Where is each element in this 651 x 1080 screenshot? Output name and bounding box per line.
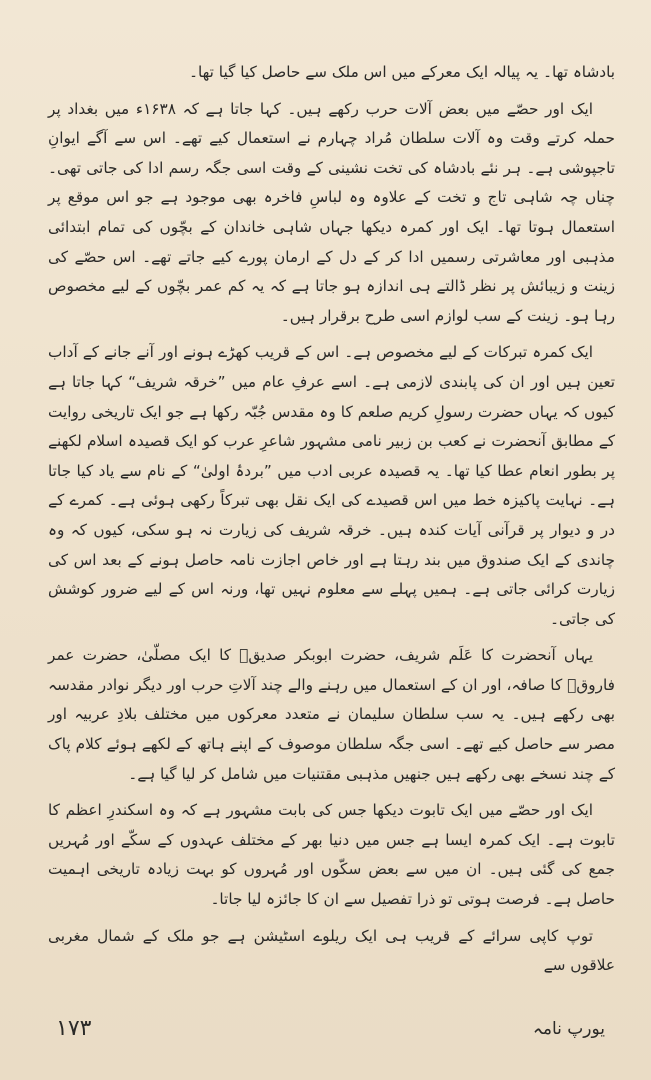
page-text: [48, 58, 615, 988]
paragraph-2: ایک اور حصّے میں بعض آلات حرب رکھے ہیں۔ کہا جاتا ہے کہ ۱۶۳۸ء میں بغداد پر حملہ کرتے وقت وہ آلات سلطان مُراد چہارم نے استعمال کیے تھے۔ اس سے آگے ایوانِ تاجپوشی ہے۔ ہر نئے بادشاہ کی تخت نشینی کے وقت اسی جگہ رسم ادا کی جاتی تھی۔ چناں چہ شاہی تاج و تخت کے علاوہ وہ لباسِ فاخرہ بھی موجود ہے جو اس موقع پر استعمال ہوتا تھا۔ ایک اور کمرہ دیکھا جہاں شاہی خاندان کے بچّوں کی تمام ابتدائی مذہبی اور معاشرتی رسمیں ادا کر کے دل کے ارمان پورے کیے جاتے تھے۔ اس حصّے کی زینت و زیبائش پر نظر ڈالتے ہی اندازہ ہو جاتا ہے کہ یہ کم عمر بچّوں کے لیے مخصوص رہا ہو۔ زینت کے سب لوازم اسی طرح برقرار ہیں۔: [48, 99, 615, 325]
page-number: ۱۷۳: [56, 1016, 92, 1041]
page-footer: [56, 1016, 605, 1046]
paragraph-3: ایک کمرہ تبرکات کے لیے مخصوص ہے۔ اس کے قریب کھڑے ہونے اور آنے جانے کے آداب تعین ہیں اور ان کی پابندی لازمی ہے۔ اسے عرفِ عام میں ”خرقہ شریف“ کہا جاتا ہے کیوں کہ یہاں حضرت رسولِ کریم صلعم کا وہ مقدس جُبّہ رکھا ہے جو ایک تاریخی روایت کے مطابق آنحضرت نے کعب بن زبیر نامی مشہور شاعرِ عرب کو ایک قصیدہ اسلام لکھنے پر بطور انعام عطا کیا تھا۔ یہ قصیدہ عربی ادب میں ”بردۂ اولیٰ“ کے نام سے یاد کیا جاتا ہے۔ نہایت پاکیزہ خط میں اس قصیدے کی ایک نقل بھی تبرکاً رکھی ہوئی ہے۔ کمرے کے در و دیوار پر قرآنی آیات کندہ ہیں۔ خرقہ شریف کی زیارت نہ ہو سکی، کیوں کہ وہ چاندی کے ایک صندوق میں بند رہتا ہے اور خاص اجازت نامہ حاصل ہونے کے بعد اس کی زیارت کرائی جاتی ہے۔ ہمیں پہلے سے معلوم نہیں تھا، ورنہ اس کے لیے ضرور کوشش کی جاتی۔: [48, 343, 615, 628]
paragraph-4: یہاں آنحضرت کا عَلَم شریف، حضرت ابوبکر صدیقؓ کا ایک مصلّیٰ، حضرت عمر فاروقؓ کا صافہ، اور ان کے استعمال میں رہنے والے چند آلاتِ حرب اور دیگر نوادر مقدسہ بھی رکھے ہیں۔ یہ سب سلطان سلیمان نے متعدد معرکوں میں مختلف بلادِ عربیہ اور مصر سے حاصل کیے تھے۔ اسی جگہ سلطان موصوف کے اپنے ہاتھ کے لکھے ہوئے کلام پاک کے چند نسخے بھی رکھے ہیں جنھیں مذہبی مقتنیات میں شامل کر لیا گیا ہے۔: [48, 646, 615, 783]
paragraph-1: بادشاہ تھا۔ یہ پیالہ ایک معرکے میں اس ملک سے حاصل کیا گیا تھا۔: [189, 63, 615, 81]
paragraph-6: توپ کاپی سرائے کے قریب ہی ایک ریلوے اسٹیشن ہے جو ملک کے شمال مغربی علاقوں سے: [48, 926, 615, 975]
paragraph-5: ایک اور حصّے میں ایک تابوت دیکھا جس کی بابت مشہور ہے کہ وہ اسکندرِ اعظم کا تابوت ہے۔ ایک کمرہ ایسا ہے جس میں دنیا بھر کے مختلف عہدوں کے سکّے اور مُہریں جمع کی گئی ہیں۔ ان میں سے بعض سکّوں اور مُہروں کو بہت زیادہ تاریخی اہمیت حاصل ہے۔ فرصت ہوتی تو ذرا تفصیل سے ان کا جائزہ لیا جاتا۔: [48, 801, 615, 909]
running-title: یورپ نامہ: [532, 1019, 605, 1039]
